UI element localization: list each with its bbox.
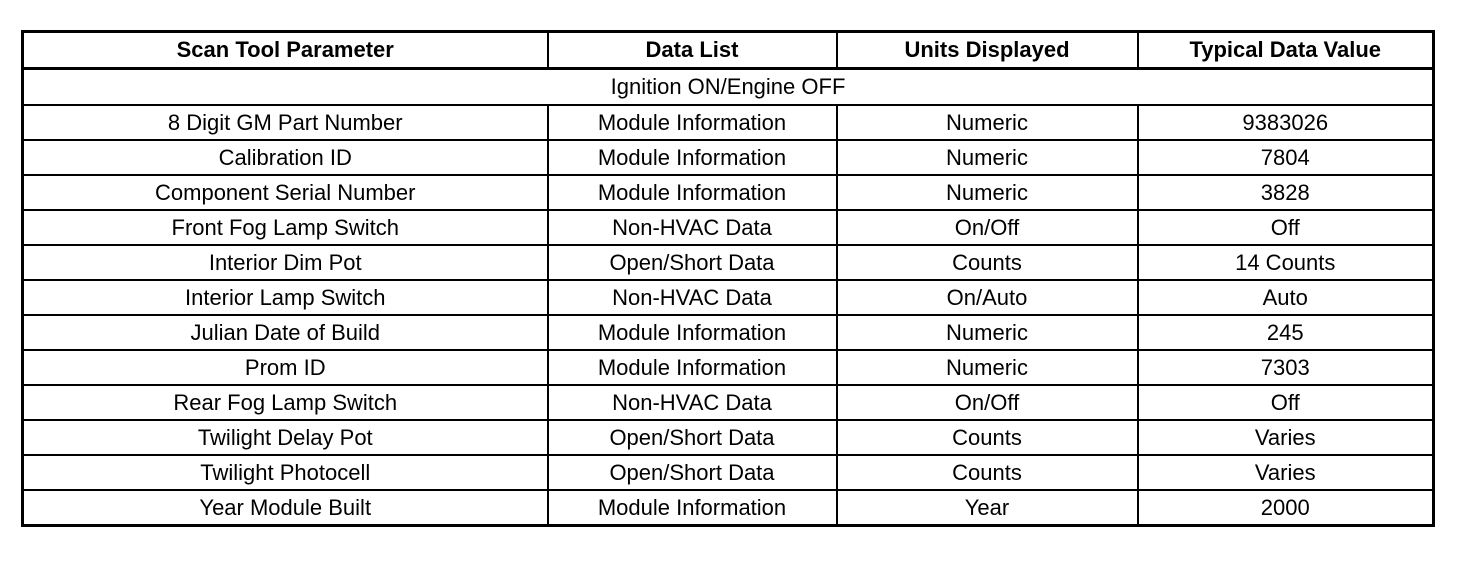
cell-scan-tool-parameter: Component Serial Number <box>23 175 548 210</box>
cell-typical-data-value: 2000 <box>1138 490 1434 526</box>
table-row <box>23 175 1434 210</box>
cell-scan-tool-parameter: Interior Dim Pot <box>23 245 548 280</box>
cell-units-displayed: Counts <box>837 455 1138 490</box>
cell-typical-data-value: 7303 <box>1138 350 1434 385</box>
cell-typical-data-value: Varies <box>1138 420 1434 455</box>
cell-data-list: Module Information <box>548 350 837 385</box>
cell-scan-tool-parameter: Calibration ID <box>23 140 548 175</box>
cell-data-list: Open/Short Data <box>548 420 837 455</box>
table-row <box>23 385 1434 420</box>
header-units-displayed: Units Displayed <box>837 32 1138 69</box>
cell-data-list: Non-HVAC Data <box>548 385 837 420</box>
header-typical-data-value: Typical Data Value <box>1138 32 1434 69</box>
cell-data-list: Non-HVAC Data <box>548 210 837 245</box>
cell-scan-tool-parameter: 8 Digit GM Part Number <box>23 105 548 140</box>
cell-scan-tool-parameter: Julian Date of Build <box>23 315 548 350</box>
header-row <box>23 32 1434 69</box>
cell-typical-data-value: 9383026 <box>1138 105 1434 140</box>
header-scan-tool-parameter: Scan Tool Parameter <box>23 32 548 69</box>
cell-units-displayed: Year <box>837 490 1138 526</box>
table-row <box>23 420 1434 455</box>
cell-typical-data-value: Auto <box>1138 280 1434 315</box>
table-row <box>23 280 1434 315</box>
cell-typical-data-value: 14 Counts <box>1138 245 1434 280</box>
cell-typical-data-value: 7804 <box>1138 140 1434 175</box>
table-row <box>23 315 1434 350</box>
header-data-list: Data List <box>548 32 837 69</box>
cell-scan-tool-parameter: Year Module Built <box>23 490 548 526</box>
cell-scan-tool-parameter: Front Fog Lamp Switch <box>23 210 548 245</box>
section-title: Ignition ON/Engine OFF <box>23 69 1434 106</box>
cell-typical-data-value: 3828 <box>1138 175 1434 210</box>
cell-scan-tool-parameter: Rear Fog Lamp Switch <box>23 385 548 420</box>
cell-units-displayed: On/Off <box>837 385 1138 420</box>
cell-scan-tool-parameter: Twilight Delay Pot <box>23 420 548 455</box>
cell-units-displayed: Counts <box>837 420 1138 455</box>
cell-units-displayed: On/Off <box>837 210 1138 245</box>
cell-data-list: Module Information <box>548 175 837 210</box>
cell-typical-data-value: Varies <box>1138 455 1434 490</box>
table-row <box>23 455 1434 490</box>
section-row <box>23 69 1434 106</box>
cell-scan-tool-parameter: Prom ID <box>23 350 548 385</box>
cell-data-list: Module Information <box>548 140 837 175</box>
cell-units-displayed: On/Auto <box>837 280 1138 315</box>
cell-scan-tool-parameter: Interior Lamp Switch <box>23 280 548 315</box>
table-row <box>23 245 1434 280</box>
scan-tool-data-table <box>21 30 1435 527</box>
cell-data-list: Module Information <box>548 105 837 140</box>
cell-units-displayed: Numeric <box>837 175 1138 210</box>
table-row <box>23 350 1434 385</box>
cell-data-list: Non-HVAC Data <box>548 280 837 315</box>
cell-units-displayed: Numeric <box>837 105 1138 140</box>
cell-scan-tool-parameter: Twilight Photocell <box>23 455 548 490</box>
table-row <box>23 210 1434 245</box>
scan-tool-data-sheet <box>21 30 1435 527</box>
cell-typical-data-value: 245 <box>1138 315 1434 350</box>
cell-data-list: Open/Short Data <box>548 455 837 490</box>
cell-typical-data-value: Off <box>1138 385 1434 420</box>
table-row <box>23 140 1434 175</box>
cell-units-displayed: Numeric <box>837 140 1138 175</box>
cell-units-displayed: Numeric <box>837 350 1138 385</box>
cell-units-displayed: Counts <box>837 245 1138 280</box>
table-row <box>23 105 1434 140</box>
table-row <box>23 490 1434 526</box>
cell-data-list: Module Information <box>548 315 837 350</box>
cell-units-displayed: Numeric <box>837 315 1138 350</box>
cell-typical-data-value: Off <box>1138 210 1434 245</box>
cell-data-list: Module Information <box>548 490 837 526</box>
cell-data-list: Open/Short Data <box>548 245 837 280</box>
